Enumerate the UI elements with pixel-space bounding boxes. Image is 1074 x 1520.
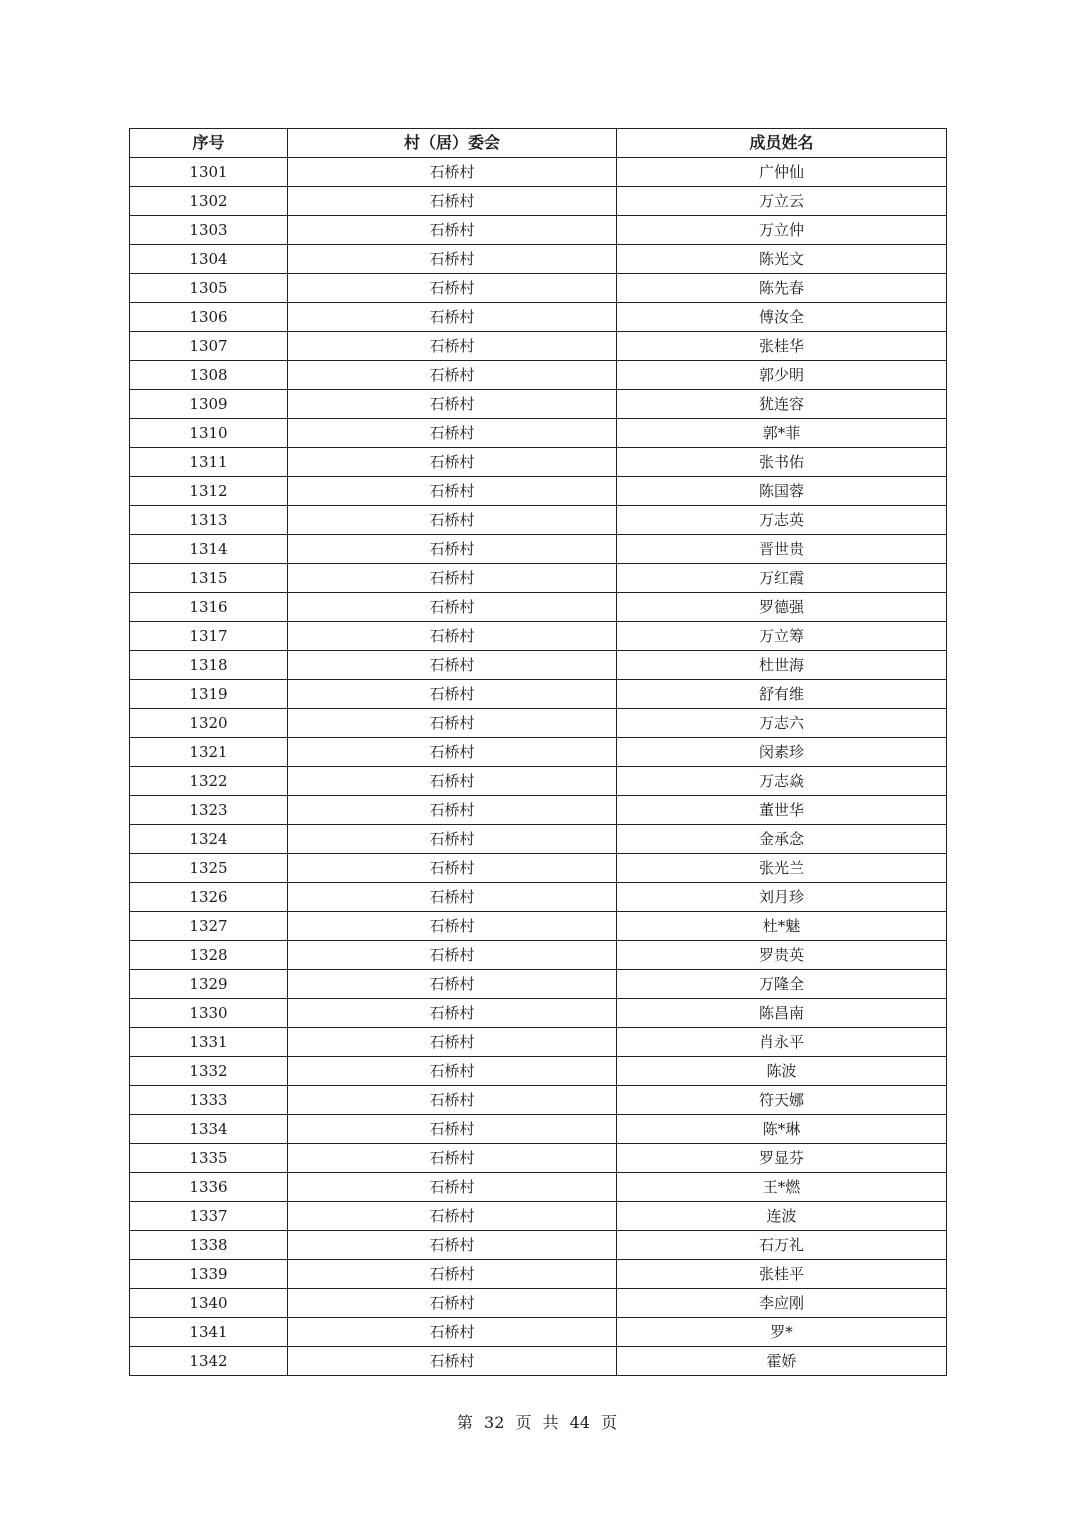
cell-committee: 石桥村 xyxy=(288,854,617,883)
cell-committee: 石桥村 xyxy=(288,303,617,332)
cell-member-name: 万立仲 xyxy=(617,216,947,245)
table-row xyxy=(130,1231,947,1260)
cell-committee: 石桥村 xyxy=(288,1086,617,1115)
cell-committee: 石桥村 xyxy=(288,622,617,651)
table-header-row xyxy=(130,129,947,158)
cell-serial-number: 1331 xyxy=(130,1028,288,1057)
cell-serial-number: 1330 xyxy=(130,999,288,1028)
table-row xyxy=(130,767,947,796)
cell-serial-number: 1327 xyxy=(130,912,288,941)
cell-serial-number: 1312 xyxy=(130,477,288,506)
cell-committee: 石桥村 xyxy=(288,883,617,912)
cell-member-name: 郭*菲 xyxy=(617,419,947,448)
cell-committee: 石桥村 xyxy=(288,564,617,593)
cell-member-name: 陈光文 xyxy=(617,245,947,274)
table-row xyxy=(130,970,947,999)
cell-committee: 石桥村 xyxy=(288,535,617,564)
cell-member-name: 广仲仙 xyxy=(617,158,947,187)
cell-serial-number: 1324 xyxy=(130,825,288,854)
table-row xyxy=(130,506,947,535)
cell-serial-number: 1310 xyxy=(130,419,288,448)
cell-serial-number: 1335 xyxy=(130,1144,288,1173)
cell-committee: 石桥村 xyxy=(288,1347,617,1376)
cell-serial-number: 1317 xyxy=(130,622,288,651)
cell-member-name: 闵素珍 xyxy=(617,738,947,767)
cell-committee: 石桥村 xyxy=(288,593,617,622)
cell-serial-number: 1316 xyxy=(130,593,288,622)
cell-member-name: 犹连容 xyxy=(617,390,947,419)
header-member-name: 成员姓名 xyxy=(617,129,947,158)
cell-committee: 石桥村 xyxy=(288,941,617,970)
cell-member-name: 万志六 xyxy=(617,709,947,738)
cell-committee: 石桥村 xyxy=(288,187,617,216)
cell-member-name: 张光兰 xyxy=(617,854,947,883)
cell-member-name: 晋世贵 xyxy=(617,535,947,564)
table-row xyxy=(130,941,947,970)
header-committee: 村（居）委会 xyxy=(288,129,617,158)
cell-member-name: 罗显芬 xyxy=(617,1144,947,1173)
cell-member-name: 张书佑 xyxy=(617,448,947,477)
cell-serial-number: 1332 xyxy=(130,1057,288,1086)
cell-serial-number: 1307 xyxy=(130,332,288,361)
cell-member-name: 万立筹 xyxy=(617,622,947,651)
cell-serial-number: 1318 xyxy=(130,651,288,680)
table-row xyxy=(130,854,947,883)
table-row xyxy=(130,1173,947,1202)
table-row xyxy=(130,1202,947,1231)
table-body xyxy=(130,158,947,1376)
cell-serial-number: 1342 xyxy=(130,1347,288,1376)
cell-serial-number: 1323 xyxy=(130,796,288,825)
cell-committee: 石桥村 xyxy=(288,738,617,767)
cell-committee: 石桥村 xyxy=(288,419,617,448)
cell-committee: 石桥村 xyxy=(288,1057,617,1086)
table-row xyxy=(130,796,947,825)
cell-member-name: 肖永平 xyxy=(617,1028,947,1057)
cell-member-name: 李应刚 xyxy=(617,1289,947,1318)
cell-committee: 石桥村 xyxy=(288,506,617,535)
cell-serial-number: 1325 xyxy=(130,854,288,883)
cell-committee: 石桥村 xyxy=(288,1289,617,1318)
table-row xyxy=(130,158,947,187)
cell-committee: 石桥村 xyxy=(288,1115,617,1144)
table-row xyxy=(130,535,947,564)
cell-committee: 石桥村 xyxy=(288,158,617,187)
cell-committee: 石桥村 xyxy=(288,1144,617,1173)
cell-committee: 石桥村 xyxy=(288,245,617,274)
cell-serial-number: 1314 xyxy=(130,535,288,564)
table-row xyxy=(130,1028,947,1057)
cell-member-name: 罗德强 xyxy=(617,593,947,622)
cell-member-name: 张桂华 xyxy=(617,332,947,361)
cell-serial-number: 1315 xyxy=(130,564,288,593)
cell-committee: 石桥村 xyxy=(288,680,617,709)
cell-member-name: 连波 xyxy=(617,1202,947,1231)
cell-member-name: 陈昌南 xyxy=(617,999,947,1028)
cell-committee: 石桥村 xyxy=(288,1202,617,1231)
cell-member-name: 杜世海 xyxy=(617,651,947,680)
table-row xyxy=(130,1318,947,1347)
cell-serial-number: 1319 xyxy=(130,680,288,709)
table-row xyxy=(130,883,947,912)
cell-member-name: 舒有维 xyxy=(617,680,947,709)
cell-committee: 石桥村 xyxy=(288,448,617,477)
cell-serial-number: 1301 xyxy=(130,158,288,187)
cell-committee: 石桥村 xyxy=(288,477,617,506)
header-serial-number: 序号 xyxy=(130,129,288,158)
cell-serial-number: 1309 xyxy=(130,390,288,419)
cell-member-name: 罗* xyxy=(617,1318,947,1347)
cell-serial-number: 1337 xyxy=(130,1202,288,1231)
table-row xyxy=(130,1144,947,1173)
table-row xyxy=(130,187,947,216)
table-row xyxy=(130,390,947,419)
cell-serial-number: 1308 xyxy=(130,361,288,390)
cell-serial-number: 1304 xyxy=(130,245,288,274)
cell-serial-number: 1322 xyxy=(130,767,288,796)
table-row xyxy=(130,448,947,477)
cell-committee: 石桥村 xyxy=(288,216,617,245)
table-row xyxy=(130,303,947,332)
cell-committee: 石桥村 xyxy=(288,1028,617,1057)
table-row xyxy=(130,274,947,303)
cell-committee: 石桥村 xyxy=(288,390,617,419)
table-row xyxy=(130,1115,947,1144)
cell-committee: 石桥村 xyxy=(288,970,617,999)
cell-committee: 石桥村 xyxy=(288,274,617,303)
table-row xyxy=(130,912,947,941)
cell-committee: 石桥村 xyxy=(288,1231,617,1260)
page-footer: 第 32 页 共 44 页 xyxy=(456,1413,618,1432)
table-row xyxy=(130,651,947,680)
cell-serial-number: 1338 xyxy=(130,1231,288,1260)
cell-member-name: 陈国蓉 xyxy=(617,477,947,506)
cell-member-name: 陈*琳 xyxy=(617,1115,947,1144)
cell-committee: 石桥村 xyxy=(288,796,617,825)
cell-committee: 石桥村 xyxy=(288,709,617,738)
table-row xyxy=(130,680,947,709)
table-row xyxy=(130,564,947,593)
cell-member-name: 陈先春 xyxy=(617,274,947,303)
table-row xyxy=(130,622,947,651)
cell-member-name: 刘月珍 xyxy=(617,883,947,912)
cell-serial-number: 1320 xyxy=(130,709,288,738)
table-row xyxy=(130,738,947,767)
cell-serial-number: 1336 xyxy=(130,1173,288,1202)
cell-member-name: 金承念 xyxy=(617,825,947,854)
cell-serial-number: 1302 xyxy=(130,187,288,216)
cell-member-name: 霍娇 xyxy=(617,1347,947,1376)
table-row xyxy=(130,1086,947,1115)
table-row xyxy=(130,1347,947,1376)
cell-committee: 石桥村 xyxy=(288,912,617,941)
cell-serial-number: 1311 xyxy=(130,448,288,477)
table-row xyxy=(130,1260,947,1289)
cell-member-name: 王*燃 xyxy=(617,1173,947,1202)
cell-serial-number: 1321 xyxy=(130,738,288,767)
cell-committee: 石桥村 xyxy=(288,825,617,854)
table-row xyxy=(130,1289,947,1318)
cell-serial-number: 1339 xyxy=(130,1260,288,1289)
table-row xyxy=(130,999,947,1028)
table-row xyxy=(130,825,947,854)
table-row xyxy=(130,477,947,506)
table-row xyxy=(130,593,947,622)
member-table xyxy=(129,128,947,1376)
cell-serial-number: 1341 xyxy=(130,1318,288,1347)
table-row xyxy=(130,361,947,390)
cell-serial-number: 1334 xyxy=(130,1115,288,1144)
cell-committee: 石桥村 xyxy=(288,332,617,361)
cell-committee: 石桥村 xyxy=(288,1318,617,1347)
cell-member-name: 杜*魅 xyxy=(617,912,947,941)
cell-member-name: 万隆全 xyxy=(617,970,947,999)
table-row xyxy=(130,245,947,274)
cell-committee: 石桥村 xyxy=(288,361,617,390)
cell-serial-number: 1303 xyxy=(130,216,288,245)
cell-serial-number: 1305 xyxy=(130,274,288,303)
cell-member-name: 董世华 xyxy=(617,796,947,825)
table-row xyxy=(130,419,947,448)
cell-member-name: 万立云 xyxy=(617,187,947,216)
cell-serial-number: 1328 xyxy=(130,941,288,970)
cell-serial-number: 1340 xyxy=(130,1289,288,1318)
cell-member-name: 符天娜 xyxy=(617,1086,947,1115)
table-row xyxy=(130,216,947,245)
cell-member-name: 傅汝全 xyxy=(617,303,947,332)
cell-member-name: 罗贵英 xyxy=(617,941,947,970)
cell-serial-number: 1306 xyxy=(130,303,288,332)
table-row xyxy=(130,709,947,738)
table-row xyxy=(130,1057,947,1086)
cell-committee: 石桥村 xyxy=(288,1260,617,1289)
cell-member-name: 万红霞 xyxy=(617,564,947,593)
cell-member-name: 万志英 xyxy=(617,506,947,535)
cell-member-name: 郭少明 xyxy=(617,361,947,390)
cell-committee: 石桥村 xyxy=(288,767,617,796)
cell-member-name: 万志焱 xyxy=(617,767,947,796)
table-row xyxy=(130,332,947,361)
cell-member-name: 石万礼 xyxy=(617,1231,947,1260)
cell-committee: 石桥村 xyxy=(288,651,617,680)
cell-serial-number: 1333 xyxy=(130,1086,288,1115)
cell-serial-number: 1329 xyxy=(130,970,288,999)
cell-serial-number: 1326 xyxy=(130,883,288,912)
cell-member-name: 张桂平 xyxy=(617,1260,947,1289)
cell-member-name: 陈波 xyxy=(617,1057,947,1086)
cell-committee: 石桥村 xyxy=(288,1173,617,1202)
cell-committee: 石桥村 xyxy=(288,999,617,1028)
cell-serial-number: 1313 xyxy=(130,506,288,535)
